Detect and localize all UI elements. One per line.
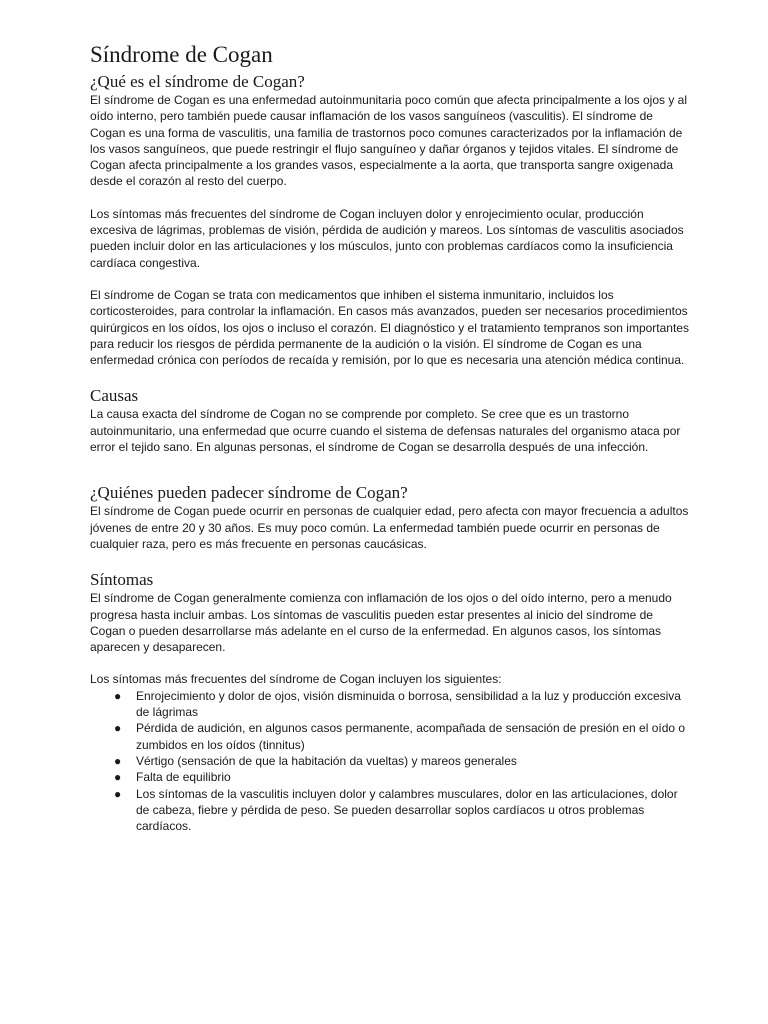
paragraph: El síndrome de Cogan se trata con medicamentos que inhiben el sistema inmunitario, incluidos los corticosteroides, para controlar la inflamación. En casos más avanzados, pueden ser necesarios procedimientos quirúrgicos en los oídos, los ojos o incluso el corazón. El diagnóstico y el tratamiento tempranos son importantes para reducir los riesgos de pérdida permanente de la audición o la visión. El síndrome de Cogan es una enfermedad crónica con períodos de recaída y remisión, por lo que es necesaria una atención médica continua. <box>90 287 689 368</box>
list-item-text: Vértigo (sensación de que la habitación da vueltas) y mareos generales <box>136 753 517 768</box>
list-item <box>90 720 690 753</box>
document-title: Síndrome de Cogan <box>90 42 273 67</box>
bullet-icon: ● <box>114 786 122 801</box>
section-heading-causes: Causas <box>90 386 139 406</box>
list-item <box>90 688 690 721</box>
section-heading-what-is: ¿Qué es el síndrome de Cogan? <box>90 72 305 91</box>
list-item <box>90 753 690 769</box>
paragraph: Los síntomas más frecuentes del síndrome de Cogan incluyen dolor y enrojecimiento ocular, producción excesiva de lágrimas, problemas de visión, pérdida de audición y mareos. Los síntomas de vasculitis asociados pueden incluir dolor en las articulaciones y los músculos, junto con problemas cardíacos como la insuficiencia cardíaca congestiva. <box>90 206 684 270</box>
list-item-text: Falta de equilibrio <box>136 770 231 785</box>
document-page <box>90 40 690 834</box>
section-spacer <box>90 455 690 483</box>
paragraph: El síndrome de Cogan generalmente comienza con inflamación de los ojos o del oído interno, pero a menudo progresa hasta incluir ambas. Los síntomas de vasculitis pueden estar presentes al inicio del síndrome de Cogan o pueden desarrollarse más adelante en el curso de la enfermedad. En algunos casos, los síntomas aparecen y desaparecen. <box>90 591 672 655</box>
paragraph: Los síntomas más frecuentes del síndrome de Cogan incluyen los siguientes: <box>90 672 502 687</box>
list-item-text: Enrojecimiento y dolor de ojos, visión disminuida o borrosa, sensibilidad a la luz y producción excesiva de lágrimas <box>136 688 681 720</box>
bullet-icon: ● <box>114 688 122 703</box>
list-item-text: Los síntomas de la vasculitis incluyen dolor y calambres musculares, dolor en las articulaciones, dolor de cabeza, fiebre y pérdida de peso. Se pueden desarrollar soplos cardíacos u otros problemas cardíacos. <box>136 786 678 834</box>
section-spacer <box>90 552 690 570</box>
list-item-text: Pérdida de audición, en algunos casos permanente, acompañada de sensación de presión en el oído o zumbidos en los oídos (tinnitus) <box>136 721 686 752</box>
bullet-icon: ● <box>114 721 122 736</box>
paragraph: El síndrome de Cogan es una enfermedad autoinmunitaria poco común que afecta principalmente a los ojos y al oído interno, pero también puede causar inflamación de los vasos sanguíneos (vasculitis). El síndrome de Cogan es una forma de vasculitis, una familia de trastornos poco comunes caracterizados por la inflamación de los vasos sanguíneos, que puede restringir el flujo sanguíneo y dañar órganos y tejidos vitales. El síndrome de Cogan afecta principalmente a los grandes vasos, especialmente a la aorta, que transporta sangre oxigenada desde el corazón al resto del cuerpo. <box>90 93 688 189</box>
section-heading-symptoms: Síntomas <box>90 570 154 590</box>
paragraph-spacer <box>90 190 690 206</box>
list-item <box>90 786 690 835</box>
bullet-icon: ● <box>114 753 122 768</box>
section-spacer <box>90 368 690 386</box>
section-heading-who: ¿Quiénes pueden padecer síndrome de Cogan? <box>90 483 408 503</box>
list-item <box>90 769 690 785</box>
paragraph-spacer <box>90 271 690 287</box>
bullet-icon: ● <box>114 770 122 785</box>
symptom-list <box>90 688 690 835</box>
paragraph: La causa exacta del síndrome de Cogan no se comprende por completo. Se cree que es un trastorno autoinmunitario, una enfermedad que ocurre cuando el sistema de defensas naturales del organismo ataca por error el tejido sano. En algunas personas, el síndrome de Cogan se desarrolla después de una infección. <box>90 407 681 455</box>
paragraph-spacer <box>90 655 690 671</box>
paragraph: El síndrome de Cogan puede ocurrir en personas de cualquier edad, pero afecta con mayor frecuencia a adultos jóvenes de entre 20 y 30 años. Es muy poco común. La enfermedad también puede ocurrir en personas de cualquier raza, pero es más frecuente en personas caucásicas. <box>90 504 689 551</box>
